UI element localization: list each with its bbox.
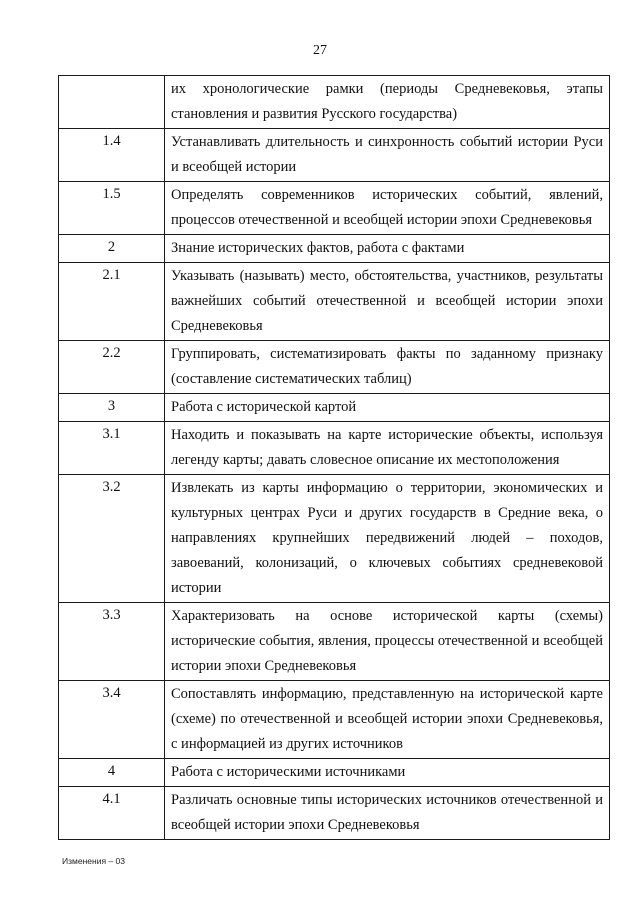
row-text: Указывать (называть) место, обстоятельства, участников, результаты важнейших событий отечественной и всеобщей истории эпохи Средневековья	[165, 263, 610, 341]
row-code: 1.4	[59, 129, 165, 182]
table-row	[59, 235, 610, 263]
row-text: Извлекать из карты информацию о территории, экономических и культурных центрах Руси и других государств в Средние века, о направлениях крупнейших передвижений людей – походов, завоеваний, колонизаций, о ключевых событиях средневековой истории	[165, 475, 610, 603]
row-code: 2.1	[59, 263, 165, 341]
table-row	[59, 759, 610, 787]
row-text: Работа с историческими источниками	[165, 759, 610, 787]
row-code: 3.4	[59, 681, 165, 759]
footer-revision-note: Изменения – 03	[62, 856, 125, 866]
row-text: Сопоставлять информацию, представленную на исторической карте (схеме) по отечественной и всеобщей истории эпохи Средневековья, с информацией из других источников	[165, 681, 610, 759]
row-code: 3.1	[59, 422, 165, 475]
row-text: Находить и показывать на карте исторические объекты, используя легенду карты; давать словесное описание их местоположения	[165, 422, 610, 475]
table-row	[59, 263, 610, 341]
table-row	[59, 394, 610, 422]
row-code: 2	[59, 235, 165, 263]
row-code: 4	[59, 759, 165, 787]
row-code: 3	[59, 394, 165, 422]
row-text: Группировать, систематизировать факты по заданному признаку (составление систематических таблиц)	[165, 341, 610, 394]
table-row	[59, 787, 610, 840]
table-row	[59, 603, 610, 681]
table-row	[59, 129, 610, 182]
row-text: Определять современников исторических событий, явлений, процессов отечественной и всеобщей истории эпохи Средневековья	[165, 182, 610, 235]
page-number: 27	[313, 43, 327, 58]
row-code: 2.2	[59, 341, 165, 394]
row-text: Работа с исторической картой	[165, 394, 610, 422]
table-row	[59, 341, 610, 394]
row-text: Характеризовать на основе исторической карты (схемы) исторические события, явления, процессы отечественной и всеобщей истории эпохи Средневековья	[165, 603, 610, 681]
row-text: их хронологические рамки (периоды Средневековья, этапы становления и развития Русского государства)	[165, 76, 610, 129]
row-text: Устанавливать длительность и синхронность событий истории Руси и всеобщей истории	[165, 129, 610, 182]
table-row	[59, 76, 610, 129]
row-code	[59, 76, 165, 129]
table-row	[59, 182, 610, 235]
row-text: Знание исторических фактов, работа с фактами	[165, 235, 610, 263]
row-code: 1.5	[59, 182, 165, 235]
row-code: 4.1	[59, 787, 165, 840]
row-code: 3.2	[59, 475, 165, 603]
table-row	[59, 475, 610, 603]
table-row	[59, 681, 610, 759]
row-text: Различать основные типы исторических источников отечественной и всеобщей истории эпохи Средневековья	[165, 787, 610, 840]
row-code: 3.3	[59, 603, 165, 681]
codifier-table	[58, 75, 610, 840]
table-row	[59, 422, 610, 475]
